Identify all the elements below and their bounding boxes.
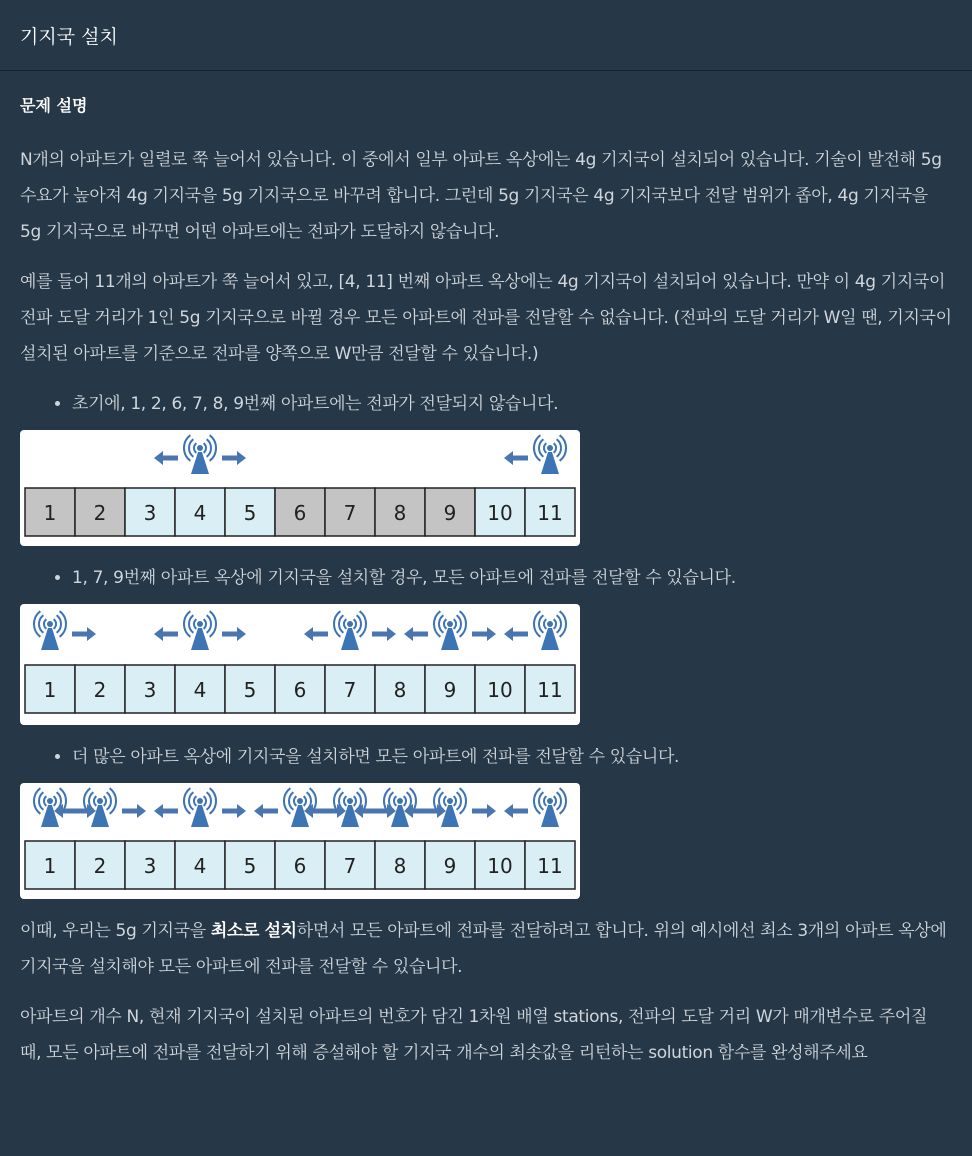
bullet-three-stations: • 1, 7, 9번째 아파트 옥상에 기지국을 설치할 경우, 모든 아파트에 전파를 전달할 수 있습니다. bbox=[72, 560, 952, 596]
arrow-left-icon bbox=[154, 627, 178, 641]
bullet-list-3 bbox=[20, 739, 952, 775]
apartment-cell bbox=[175, 665, 225, 713]
wifi-tower-icon bbox=[34, 611, 66, 650]
apartment-cell bbox=[375, 488, 425, 536]
apartment-cell bbox=[525, 841, 575, 889]
wifi-tower-icon bbox=[534, 611, 566, 650]
apartment-number: 6 bbox=[293, 501, 307, 525]
apartment-cell bbox=[425, 488, 475, 536]
apartment-cell bbox=[275, 665, 325, 713]
goal-text-bold: 최소로 설치 bbox=[210, 921, 297, 941]
apartment-number: 8 bbox=[393, 678, 407, 702]
apartment-number: 3 bbox=[143, 501, 157, 525]
arrow-right-icon bbox=[122, 804, 146, 818]
apartment-cell bbox=[225, 841, 275, 889]
apartment-cell bbox=[75, 488, 125, 536]
apartment-number: 7 bbox=[343, 678, 357, 702]
figure-initial bbox=[20, 430, 952, 546]
apartment-number: 1 bbox=[43, 854, 57, 878]
apartment-number: 10 bbox=[487, 501, 513, 525]
apartment-number: 4 bbox=[193, 678, 207, 702]
apartment-cell bbox=[225, 488, 275, 536]
arrow-right-icon bbox=[222, 627, 246, 641]
goal-text-pre: 이때, 우리는 5g 기지국을 bbox=[20, 921, 211, 941]
apartment-cell bbox=[25, 665, 75, 713]
arrow-left-icon bbox=[254, 804, 278, 818]
arrow-right-icon bbox=[222, 451, 246, 465]
arrow-right-icon bbox=[472, 804, 496, 818]
arrow-left-icon bbox=[154, 804, 178, 818]
wifi-tower-icon bbox=[184, 611, 216, 650]
apartment-number: 11 bbox=[537, 854, 563, 878]
apartment-number: 10 bbox=[487, 854, 513, 878]
apartment-cell bbox=[325, 841, 375, 889]
apartment-cell bbox=[75, 665, 125, 713]
apartment-number: 7 bbox=[343, 854, 357, 878]
apartment-number: 5 bbox=[243, 854, 257, 878]
apartment-cell bbox=[375, 841, 425, 889]
wifi-tower-icon bbox=[534, 788, 566, 827]
arrow-left-icon bbox=[304, 627, 328, 641]
paragraph-task: 아파트의 개수 N, 현재 기지국이 설치된 아파트의 번호가 담긴 1차원 배열 stations, 전파의 도달 거리 W가 매개변수로 주어질 때, 모든 아파트에 전파를 전달하기 위해 증설해야 할 기지국 개수의 최솟값을 리턴하는 solution 함수를 완성해주세요 bbox=[20, 1007, 928, 1063]
figure-three-stations-svg bbox=[20, 604, 580, 721]
paragraph-goal bbox=[20, 913, 952, 985]
apartment-number: 11 bbox=[537, 501, 563, 525]
paragraph-example: 예를 들어 11개의 아파트가 쭉 늘어서 있고, [4, 11] 번째 아파트 옥상에는 4g 기지국이 설치되어 있습니다. 만약 이 4g 기지국이 전파 도달 거리가 1인 5g 기지국으로 바뀔 경우 모든 아파트에 전파를 전달할 수 없습니다. (전파의 도달 거리가 W일 땐, 기지국이 설치된 아파트를 기준으로 전파를 양쪽으로 W만큼 전달할 수 있습니다.) bbox=[20, 272, 952, 364]
apartment-number: 9 bbox=[443, 501, 457, 525]
apartment-number: 2 bbox=[93, 854, 107, 878]
apartment-number: 5 bbox=[243, 501, 257, 525]
paragraph-intro: N개의 아파트가 일렬로 쭉 늘어서 있습니다. 이 중에서 일부 아파트 옥상에는 4g 기지국이 설치되어 있습니다. 기술이 발전해 5g 수요가 높아져 4g 기지국을 5g 기지국으로 바꾸려 합니다. 그런데 5g 기지국은 4g 기지국보다 전달 범위가 좁아, 4g 기지국을 5g 기지국으로 바꾸면 어떤 아파트에는 전파가 도달하지 않습니다. bbox=[20, 150, 942, 242]
apartment-cell bbox=[425, 841, 475, 889]
apartment-number: 1 bbox=[43, 501, 57, 525]
apartment-cell bbox=[475, 665, 525, 713]
wifi-tower-icon bbox=[434, 611, 466, 650]
arrow-left-icon bbox=[154, 451, 178, 465]
apartment-cell bbox=[275, 488, 325, 536]
bullet-list-1 bbox=[20, 386, 952, 422]
apartment-cell bbox=[325, 665, 375, 713]
apartment-number: 2 bbox=[93, 678, 107, 702]
section-title: 문제 설명 bbox=[20, 96, 88, 115]
arrow-right-icon bbox=[222, 804, 246, 818]
wifi-tower-icon bbox=[334, 611, 366, 650]
apartment-cell bbox=[75, 841, 125, 889]
bullet-initial: • 초기에, 1, 2, 6, 7, 8, 9번째 아파트에는 전파가 전달되지 않습니다. bbox=[72, 386, 952, 422]
apartment-cell bbox=[525, 665, 575, 713]
apartment-number: 8 bbox=[393, 854, 407, 878]
arrow-right-icon bbox=[372, 627, 396, 641]
apartment-cell bbox=[475, 841, 525, 889]
goal-text-post: 하면서 모든 아파트에 전파를 전달하려고 합니다. 위의 예시에선 최소 3개의 아파트 옥상에 기지국을 설치해야 모든 아파트에 전파를 전달할 수 있습니다. bbox=[20, 921, 947, 977]
apartment-number: 4 bbox=[193, 854, 207, 878]
apartment-number: 9 bbox=[443, 854, 457, 878]
apartment-number: 3 bbox=[143, 854, 157, 878]
figure-three-stations bbox=[20, 604, 952, 725]
wifi-tower-icon bbox=[184, 788, 216, 827]
figure-more-stations-svg bbox=[20, 783, 580, 895]
figure-initial-svg bbox=[20, 430, 580, 542]
arrow-left-icon bbox=[504, 627, 528, 641]
apartment-number: 2 bbox=[93, 501, 107, 525]
arrow-left-icon bbox=[504, 451, 528, 465]
page-header bbox=[0, 0, 972, 71]
apartment-number: 4 bbox=[193, 501, 207, 525]
apartment-cell bbox=[525, 488, 575, 536]
apartment-number: 7 bbox=[343, 501, 357, 525]
apartment-cell bbox=[375, 665, 425, 713]
apartment-number: 5 bbox=[243, 678, 257, 702]
arrow-right-icon bbox=[472, 627, 496, 641]
arrow-left-icon bbox=[404, 627, 428, 641]
apartment-number: 10 bbox=[487, 678, 513, 702]
apartment-cell bbox=[125, 488, 175, 536]
apartment-number: 8 bbox=[393, 501, 407, 525]
bullet-list-2 bbox=[20, 560, 952, 596]
apartment-number: 6 bbox=[293, 678, 307, 702]
problem-description bbox=[0, 71, 972, 1071]
apartment-number: 1 bbox=[43, 678, 57, 702]
apartment-cell bbox=[275, 841, 325, 889]
apartment-cell bbox=[125, 665, 175, 713]
apartment-number: 11 bbox=[537, 678, 563, 702]
wifi-tower-icon bbox=[184, 435, 216, 474]
apartment-number: 9 bbox=[443, 678, 457, 702]
wifi-tower-icon bbox=[534, 435, 566, 474]
apartment-cell bbox=[475, 488, 525, 536]
arrow-right-icon bbox=[72, 627, 96, 641]
apartment-number: 6 bbox=[293, 854, 307, 878]
apartment-number: 3 bbox=[143, 678, 157, 702]
apartment-cell bbox=[225, 665, 275, 713]
bullet-more-stations: • 더 많은 아파트 옥상에 기지국을 설치하면 모든 아파트에 전파를 전달할 수 있습니다. bbox=[72, 739, 952, 775]
figure-more-stations bbox=[20, 783, 952, 899]
apartment-cell bbox=[175, 488, 225, 536]
apartment-cell bbox=[175, 841, 225, 889]
apartment-cell bbox=[125, 841, 175, 889]
apartment-cell bbox=[25, 841, 75, 889]
arrow-left-icon bbox=[504, 804, 528, 818]
apartment-cell bbox=[25, 488, 75, 536]
apartment-cell bbox=[425, 665, 475, 713]
apartment-cell bbox=[325, 488, 375, 536]
page-title: 기지국 설치 bbox=[20, 25, 118, 48]
